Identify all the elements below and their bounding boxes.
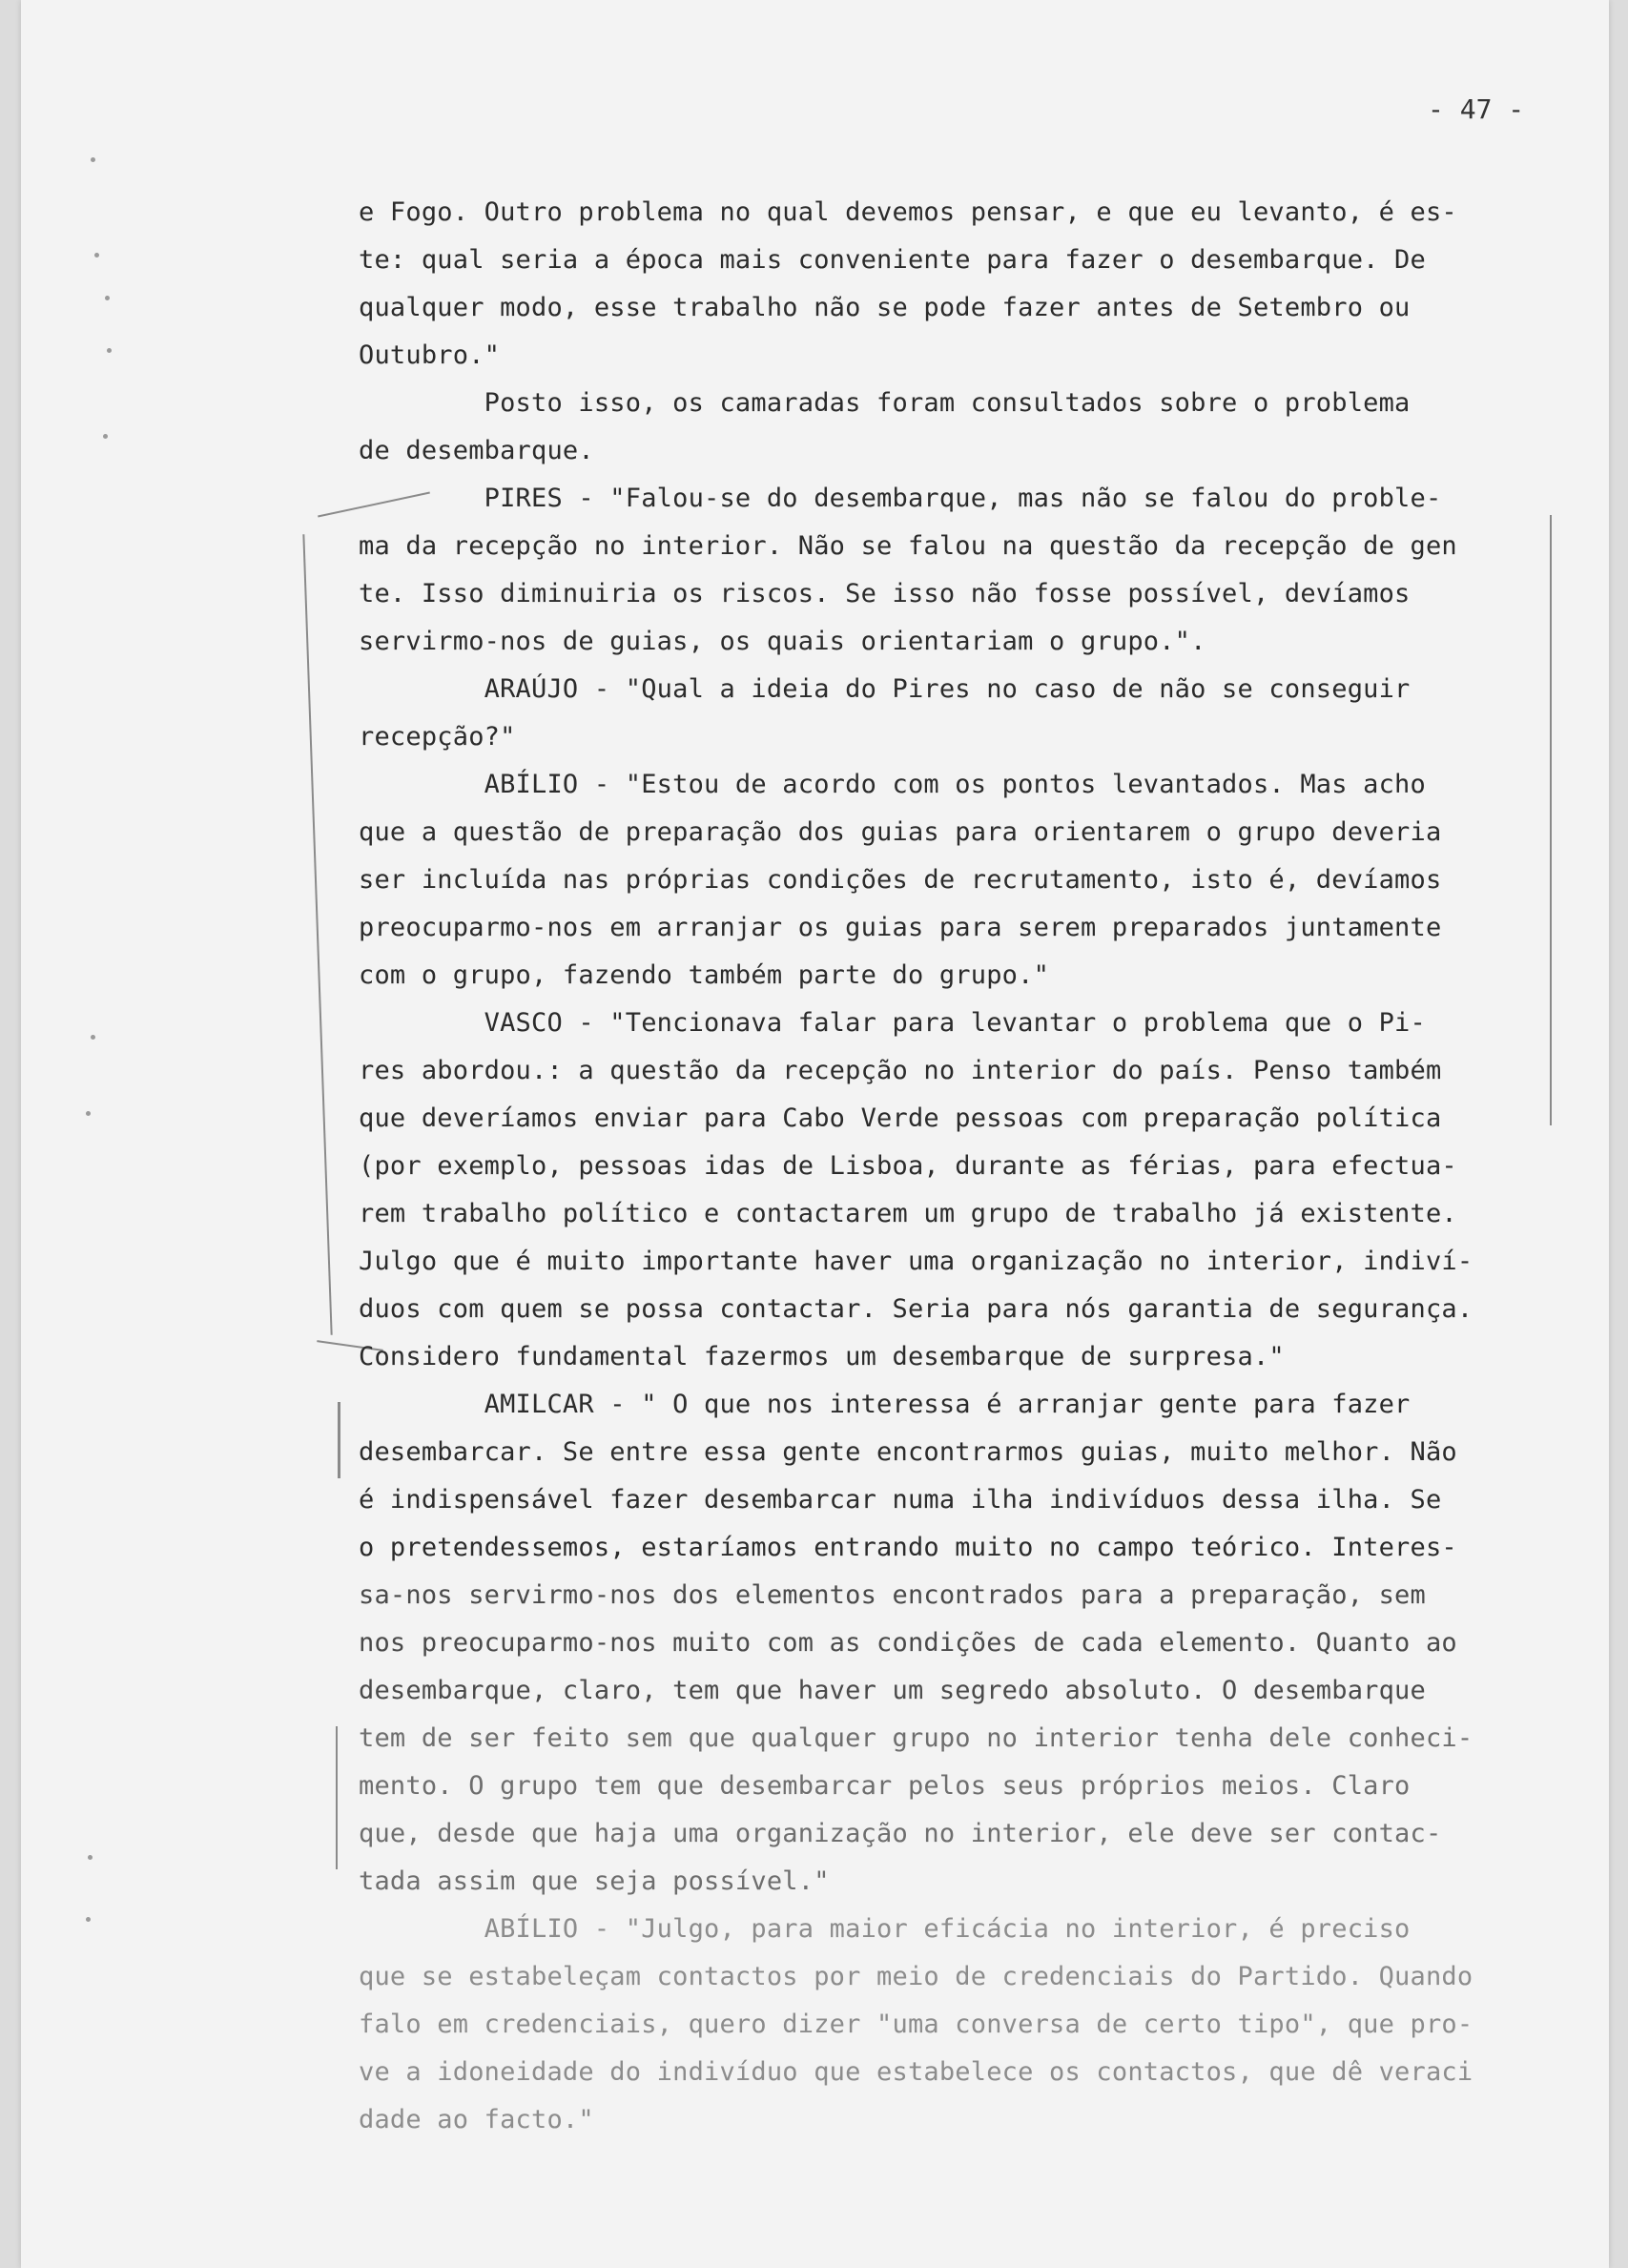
document-text xyxy=(359,189,1579,2144)
text-line: res abordou.: a questão da recepção no interior do país. Penso também xyxy=(359,1056,1442,1085)
margin-mark xyxy=(107,348,112,353)
margin-mark xyxy=(86,1111,91,1116)
text-line: é indispensável fazer desembarcar numa ilha indivíduos dessa ilha. Se xyxy=(359,1485,1442,1515)
text-line: duos com quem se possa contactar. Seria para nós garantia de segurança. xyxy=(359,1294,1473,1324)
text-line: rem trabalho político e contactarem um grupo de trabalho já existente. xyxy=(359,1199,1457,1228)
text-line: ARAÚJO - "Qual a ideia do Pires no caso de não se conseguir xyxy=(359,674,1411,704)
text-line: qualquer modo, esse trabalho não se pode fazer antes de Setembro ou xyxy=(359,293,1411,322)
text-line: e Fogo. Outro problema no qual devemos pensar, e que eu levanto, é es- xyxy=(359,197,1457,227)
text-line: te. Isso diminuiria os riscos. Se isso não fosse possível, devíamos xyxy=(359,579,1411,608)
text-line: ABÍLIO - "Julgo, para maior eficácia no interior, é preciso xyxy=(359,1914,1411,1944)
text-line: mento. O grupo tem que desembarcar pelos seus próprios meios. Claro xyxy=(359,1771,1411,1801)
margin-mark xyxy=(105,296,110,300)
text-line: desembarcar. Se entre essa gente encontrarmos guias, muito melhor. Não xyxy=(359,1437,1457,1467)
text-line: ve a idoneidade do indivíduo que estabelece os contactos, que dê veraci xyxy=(359,2057,1473,2087)
text-line: que a questão de preparação dos guias para orientarem o grupo deveria xyxy=(359,817,1442,847)
text-line: recepção?" xyxy=(359,722,516,752)
text-line: ser incluída nas próprias condições de recrutamento, isto é, devíamos xyxy=(359,865,1442,895)
margin-mark xyxy=(88,1855,93,1860)
text-line: nos preocuparmo-nos muito com as condições de cada elemento. Quanto ao xyxy=(359,1628,1457,1658)
margin-line xyxy=(336,1726,338,1869)
margin-mark xyxy=(86,1917,91,1922)
text-line: dade ao facto." xyxy=(359,2105,594,2134)
margin-mark xyxy=(103,434,108,439)
text-line: sa-nos servirmo-nos dos elementos encontrados para a preparação, sem xyxy=(359,1580,1426,1610)
margin-line xyxy=(338,1402,340,1478)
text-line: que, desde que haja uma organização no interior, ele deve ser contac- xyxy=(359,1819,1442,1848)
text-line: tada assim que seja possível." xyxy=(359,1866,830,1896)
pencil-bracket xyxy=(302,534,332,1335)
text-line: AMILCAR - " O que nos interessa é arranjar gente para fazer xyxy=(359,1390,1411,1419)
text-line: PIRES - "Falou-se do desembarque, mas não se falou do proble- xyxy=(359,484,1442,513)
text-line: preocuparmo-nos em arranjar os guias para serem preparados juntamente xyxy=(359,913,1442,942)
margin-mark xyxy=(94,253,99,258)
text-line: Considero fundamental fazermos um desembarque de surpresa." xyxy=(359,1342,1285,1371)
text-line: com o grupo, fazendo também parte do grupo." xyxy=(359,960,1050,990)
text-line: que se estabeleçam contactos por meio de credenciais do Partido. Quando xyxy=(359,1962,1473,1991)
text-line: VASCO - "Tencionava falar para levantar o problema que o Pi- xyxy=(359,1008,1426,1038)
text-line: ma da recepção no interior. Não se falou na questão da recepção de gen xyxy=(359,531,1457,561)
text-line: te: qual seria a época mais conveniente para fazer o desembarque. De xyxy=(359,245,1426,275)
document-page xyxy=(21,0,1609,2268)
text-line: Posto isso, os camaradas foram consultados sobre o problema xyxy=(359,388,1411,418)
page-number: - 47 - xyxy=(1428,93,1525,125)
text-line: ABÍLIO - "Estou de acordo com os pontos levantados. Mas acho xyxy=(359,770,1426,799)
text-line: tem de ser feito sem que qualquer grupo no interior tenha dele conheci- xyxy=(359,1723,1473,1753)
text-line: de desembarque. xyxy=(359,436,594,465)
text-line: o pretendessemos, estaríamos entrando muito no campo teórico. Interes- xyxy=(359,1533,1457,1562)
margin-mark xyxy=(91,157,95,162)
text-line: falo em credenciais, quero dizer "uma conversa de certo tipo", que pro- xyxy=(359,2010,1473,2039)
margin-mark xyxy=(91,1035,95,1040)
text-line: que deveríamos enviar para Cabo Verde pessoas com preparação política xyxy=(359,1103,1442,1133)
text-line: Outubro." xyxy=(359,340,501,370)
text-line: Julgo que é muito importante haver uma organização no interior, indiví- xyxy=(359,1247,1473,1276)
text-line: (por exemplo, pessoas idas de Lisboa, durante as férias, para efectua- xyxy=(359,1151,1457,1181)
text-line: servirmo-nos de guias, os quais orientariam o grupo.". xyxy=(359,627,1206,656)
text-line: desembarque, claro, tem que haver um segredo absoluto. O desembarque xyxy=(359,1676,1426,1705)
